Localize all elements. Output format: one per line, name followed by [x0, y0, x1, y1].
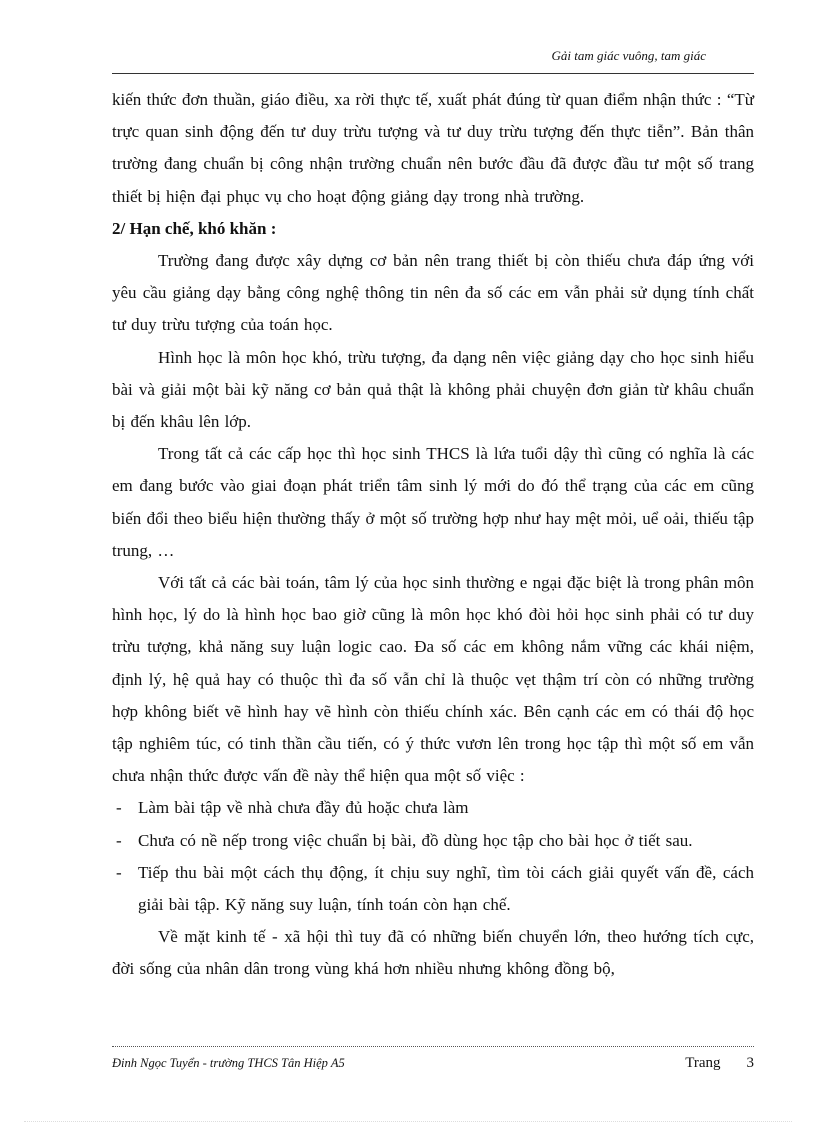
page-label: Trang	[685, 1055, 721, 1071]
bullet-marker: -	[116, 830, 122, 850]
paragraph-socioeconomic: Về mặt kinh tế - xã hội thì tuy đã có những biến chuyển lớn, theo hướng tích cực, đời sống của nhân dân trong vùng khá hơn nhiều nhưng không đồng bộ,	[112, 927, 754, 979]
bullet-text: Chưa có nề nếp trong việc chuẩn bị bài, đồ dùng học tập cho bài học ở tiết sau.	[138, 830, 693, 850]
bullet-marker: -	[116, 798, 122, 818]
header-divider	[112, 73, 754, 74]
bullet-item	[112, 792, 754, 824]
bullet-item	[112, 857, 754, 921]
bullet-text: Tiếp thu bài một cách thụ động, ít chịu suy nghĩ, tìm tòi cách giải quyết vấn đề, cách giải bài tập. Kỹ năng suy luận, tính toán còn hạn chế.	[138, 862, 754, 915]
page-number-block	[685, 1055, 754, 1072]
paragraph-facilities: Trường đang được xây dựng cơ bản nên trang thiết bị còn thiếu chưa đáp ứng với yêu cầu giảng dạy bằng công nghệ thông tin nên đa số các em vẫn phải sử dụng tính chất tư duy trừu tượng của toán học.	[112, 251, 754, 335]
footer-author: Đinh Ngọc Tuyển - trường THCS Tân Hiệp A5	[112, 1056, 345, 1070]
bullet-marker: -	[116, 862, 122, 882]
paragraph-student-psychology: Với tất cả các bài toán, tâm lý của học sinh thường e ngại đặc biệt là trong phân môn hình học, lý do là hình học bao giờ cũng là môn học khó đòi hỏi học sinh phải có tư duy trừu tượng, khả năng suy luận logic cao. Đa số các em không nắm vững các khái niệm, định lý, hệ quả hay có thuộc thì đa số vẫn chỉ là thuộc vẹt thậm trí còn có những trường hợp không biết vẽ hình hay vẽ hình còn thiếu chính xác. Bên cạnh các em có thái độ học tập nghiêm túc, có tinh thần cầu tiến, có ý thức vươn lên trong học tập thì một số em vẫn chưa nhận thức được vấn đề này thể hiện qua một số việc :	[112, 573, 754, 786]
document-body	[112, 84, 754, 986]
bullet-item	[112, 825, 754, 857]
section-heading-limitations: 2/ Hạn chế, khó khăn :	[112, 218, 277, 238]
page-number: 3	[746, 1055, 754, 1071]
running-header: Gải tam giác vuông, tam giác	[551, 48, 706, 63]
bullet-text: Làm bài tập về nhà chưa đầy đủ hoặc chưa làm	[138, 798, 469, 818]
paragraph-intro-continued: kiến thức đơn thuần, giáo điều, xa rời thực tế, xuất phát đúng từ quan điểm nhận thức : “Từ trực quan sinh động đến tư duy trừu tượng và tư duy trừu tượng đến thực tiễn”. Bản thân trường đang chuẩn bị công nhận trường chuẩn nên bước đầu đã được đầu tư một số trang thiết bị hiện đại phục vụ cho hoạt động giảng dạy trong nhà trường.	[112, 90, 754, 206]
paragraph-student-age: Trong tất cả các cấp học thì học sinh THCS là lứa tuổi dậy thì cũng có nghĩa là các em đang bước vào giai đoạn phát triển tâm sinh lý mới do đó thể trạng của các em cũng biến đổi theo biểu hiện thường thấy ở một số trường hợp như hay mệt mỏi, uể oải, thiếu tập trung, …	[112, 444, 754, 560]
paragraph-geometry-difficulty: Hình học là môn học khó, trừu tượng, đa dạng nên việc giảng dạy cho học sinh hiểu bài và giải một bài kỹ năng cơ bản quả thật là không phải chuyện đơn giản từ khâu chuẩn bị đến khâu lên lớp.	[112, 347, 754, 432]
page-edge-divider	[24, 1121, 792, 1122]
footer-divider	[112, 1046, 754, 1047]
